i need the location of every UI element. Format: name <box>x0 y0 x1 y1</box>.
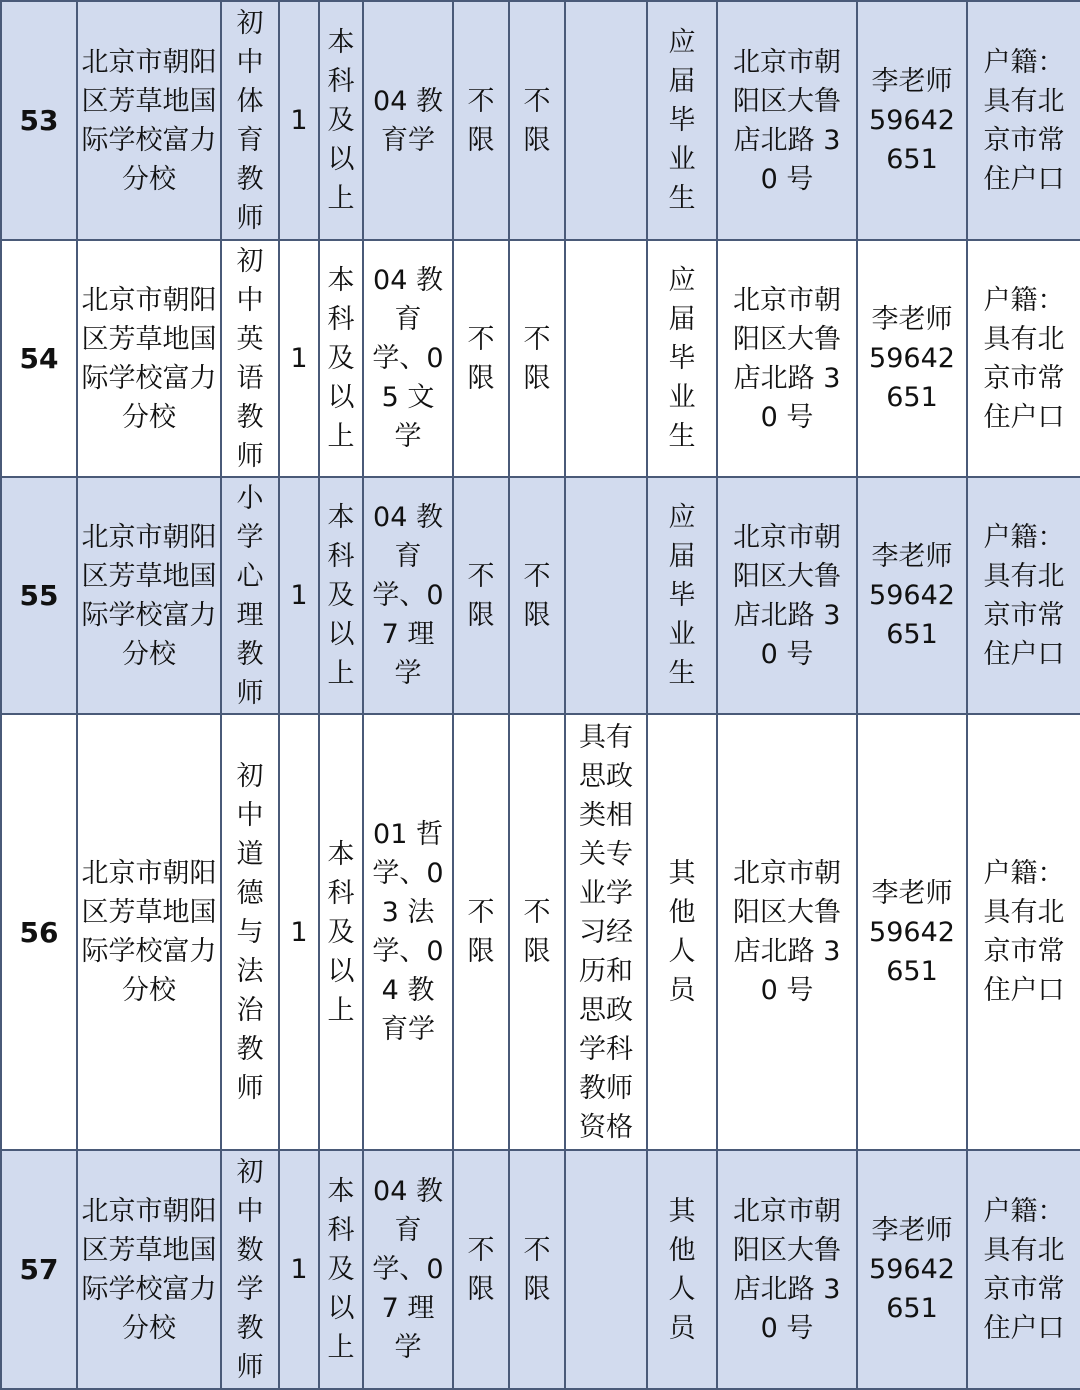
requirement-cell-a-text: 不限 <box>467 897 495 967</box>
requirement-cell-b-text: 不限 <box>523 897 551 967</box>
headcount-cell-text: 1 <box>290 105 308 136</box>
contact-cell <box>857 240 967 477</box>
household-cell <box>967 714 1080 1150</box>
requirement-cell-b <box>509 240 565 477</box>
address-cell-text: 北京市朝阳区大鲁店北路 30 号 <box>733 46 841 195</box>
major-cell-text: 01 哲学、03 法学、04 教育学 <box>372 819 444 1045</box>
education-cell <box>319 1 363 240</box>
position-cell <box>221 714 279 1150</box>
requirement-cell-b <box>509 714 565 1150</box>
school-cell-text: 北京市朝阳区芳草地国际学校富力分校 <box>81 46 217 195</box>
table-row <box>1 240 1080 477</box>
major-cell <box>363 477 453 714</box>
headcount-cell <box>279 1150 319 1389</box>
contact-cell-text: 李老师 59642651 <box>869 304 955 413</box>
headcount-cell-text: 1 <box>290 916 308 948</box>
position-cell-text: 初中数学教师 <box>236 1156 264 1383</box>
requirement-cell-a-text: 不限 <box>467 85 495 156</box>
other-requirement-cell <box>565 714 647 1150</box>
headcount-cell-text: 1 <box>290 343 308 374</box>
school-cell <box>77 240 221 477</box>
requirement-cell-a-text: 不限 <box>467 560 495 631</box>
education-cell <box>319 1150 363 1389</box>
requirement-cell-a <box>453 1 509 240</box>
school-cell-text: 北京市朝阳区芳草地国际学校富力分校 <box>81 858 217 1006</box>
table-row <box>1 714 1080 1150</box>
table-body <box>1 1 1080 1389</box>
school-cell <box>77 1 221 240</box>
row-number-cell-text: 53 <box>19 104 59 137</box>
requirement-cell-a <box>453 240 509 477</box>
requirement-cell-a-text: 不限 <box>467 1234 495 1305</box>
other-requirement-cell <box>565 1150 647 1389</box>
address-cell <box>717 714 857 1150</box>
candidate-source-cell <box>647 1 717 240</box>
other-requirement-cell <box>565 1 647 240</box>
household-cell <box>967 1150 1080 1389</box>
contact-cell-text: 李老师 59642651 <box>869 877 955 987</box>
major-cell-text: 04 教育学 <box>373 85 443 156</box>
contact-cell-text: 李老师 59642651 <box>869 1215 955 1324</box>
household-cell-text: 户籍：具有北京市常住户口 <box>983 858 1065 1006</box>
major-cell <box>363 714 453 1150</box>
row-number-cell <box>1 1 77 240</box>
household-cell <box>967 1 1080 240</box>
candidate-source-cell <box>647 714 717 1150</box>
position-cell <box>221 240 279 477</box>
headcount-cell-text: 1 <box>290 1254 308 1285</box>
household-cell-text: 户籍：具有北京市常住户口 <box>983 1195 1065 1344</box>
address-cell <box>717 240 857 477</box>
requirement-cell-a <box>453 714 509 1150</box>
address-cell-text: 北京市朝阳区大鲁店北路 30 号 <box>733 284 841 433</box>
address-cell <box>717 1 857 240</box>
candidate-source-cell-text: 应届毕业生 <box>668 502 696 689</box>
major-cell <box>363 1150 453 1389</box>
headcount-cell-text: 1 <box>290 580 308 611</box>
major-cell <box>363 240 453 477</box>
contact-cell <box>857 1 967 240</box>
row-number-cell-text: 54 <box>19 342 59 375</box>
education-cell-text: 本科及以上 <box>327 265 355 452</box>
major-cell-text: 04 教育学、07 理学 <box>372 502 444 689</box>
requirement-cell-b <box>509 1150 565 1389</box>
address-cell-text: 北京市朝阳区大鲁店北路 30 号 <box>733 858 841 1006</box>
household-cell <box>967 477 1080 714</box>
candidate-source-cell-text: 应届毕业生 <box>668 27 696 214</box>
requirement-cell-a <box>453 1150 509 1389</box>
other-requirement-cell <box>565 240 647 477</box>
row-number-cell <box>1 477 77 714</box>
other-requirement-cell-text: 具有思政类相关专业学习经历和思政学科教师资格 <box>579 721 633 1143</box>
requirement-cell-b-text: 不限 <box>523 560 551 631</box>
position-cell <box>221 1150 279 1389</box>
household-cell-text: 户籍：具有北京市常住户口 <box>983 284 1065 433</box>
headcount-cell <box>279 714 319 1150</box>
education-cell <box>319 240 363 477</box>
candidate-source-cell-text: 其他人员 <box>668 1195 696 1344</box>
education-cell-text: 本科及以上 <box>327 838 355 1026</box>
position-cell-text: 初中英语教师 <box>236 245 264 472</box>
requirement-cell-b-text: 不限 <box>523 323 551 394</box>
requirement-cell-b <box>509 477 565 714</box>
position-cell-text: 初中体育教师 <box>236 7 264 234</box>
household-cell-text: 户籍：具有北京市常住户口 <box>983 46 1065 195</box>
row-number-cell <box>1 240 77 477</box>
major-cell <box>363 1 453 240</box>
major-cell-text: 04 教育学、05 文学 <box>372 265 444 452</box>
requirement-cell-a-text: 不限 <box>467 323 495 394</box>
requirement-cell-b-text: 不限 <box>523 1234 551 1305</box>
address-cell-text: 北京市朝阳区大鲁店北路 30 号 <box>733 1195 841 1344</box>
contact-cell-text: 李老师 59642651 <box>869 541 955 650</box>
school-cell <box>77 714 221 1150</box>
row-number-cell-text: 56 <box>19 915 59 949</box>
candidate-source-cell <box>647 477 717 714</box>
education-cell <box>319 477 363 714</box>
headcount-cell <box>279 240 319 477</box>
school-cell <box>77 1150 221 1389</box>
candidate-source-cell-text: 其他人员 <box>668 858 696 1006</box>
contact-cell <box>857 1150 967 1389</box>
position-cell-text: 小学心理教师 <box>236 482 264 709</box>
school-cell-text: 北京市朝阳区芳草地国际学校富力分校 <box>81 1195 217 1344</box>
household-cell-text: 户籍：具有北京市常住户口 <box>983 521 1065 670</box>
position-cell-text: 初中道德与法治教师 <box>236 760 264 1104</box>
table-row <box>1 1 1080 240</box>
contact-cell <box>857 477 967 714</box>
position-cell <box>221 477 279 714</box>
education-cell <box>319 714 363 1150</box>
requirement-cell-b <box>509 1 565 240</box>
school-cell-text: 北京市朝阳区芳草地国际学校富力分校 <box>81 521 217 670</box>
row-number-cell <box>1 714 77 1150</box>
row-number-cell <box>1 1150 77 1389</box>
major-cell-text: 04 教育学、07 理学 <box>372 1176 444 1363</box>
row-number-cell-text: 57 <box>19 1253 59 1286</box>
education-cell-text: 本科及以上 <box>327 27 355 214</box>
candidate-source-cell <box>647 240 717 477</box>
address-cell-text: 北京市朝阳区大鲁店北路 30 号 <box>733 521 841 670</box>
headcount-cell <box>279 1 319 240</box>
school-cell-text: 北京市朝阳区芳草地国际学校富力分校 <box>81 284 217 433</box>
position-cell <box>221 1 279 240</box>
requirement-cell-a <box>453 477 509 714</box>
address-cell <box>717 1150 857 1389</box>
household-cell <box>967 240 1080 477</box>
contact-cell-text: 李老师 59642651 <box>869 66 955 175</box>
school-cell <box>77 477 221 714</box>
other-requirement-cell <box>565 477 647 714</box>
education-cell-text: 本科及以上 <box>327 502 355 689</box>
education-cell-text: 本科及以上 <box>327 1176 355 1363</box>
address-cell <box>717 477 857 714</box>
table-row <box>1 477 1080 714</box>
headcount-cell <box>279 477 319 714</box>
candidate-source-cell-text: 应届毕业生 <box>668 265 696 452</box>
requirement-cell-b-text: 不限 <box>523 85 551 156</box>
contact-cell <box>857 714 967 1150</box>
candidate-source-cell <box>647 1150 717 1389</box>
row-number-cell-text: 55 <box>19 579 59 612</box>
table-row <box>1 1150 1080 1389</box>
